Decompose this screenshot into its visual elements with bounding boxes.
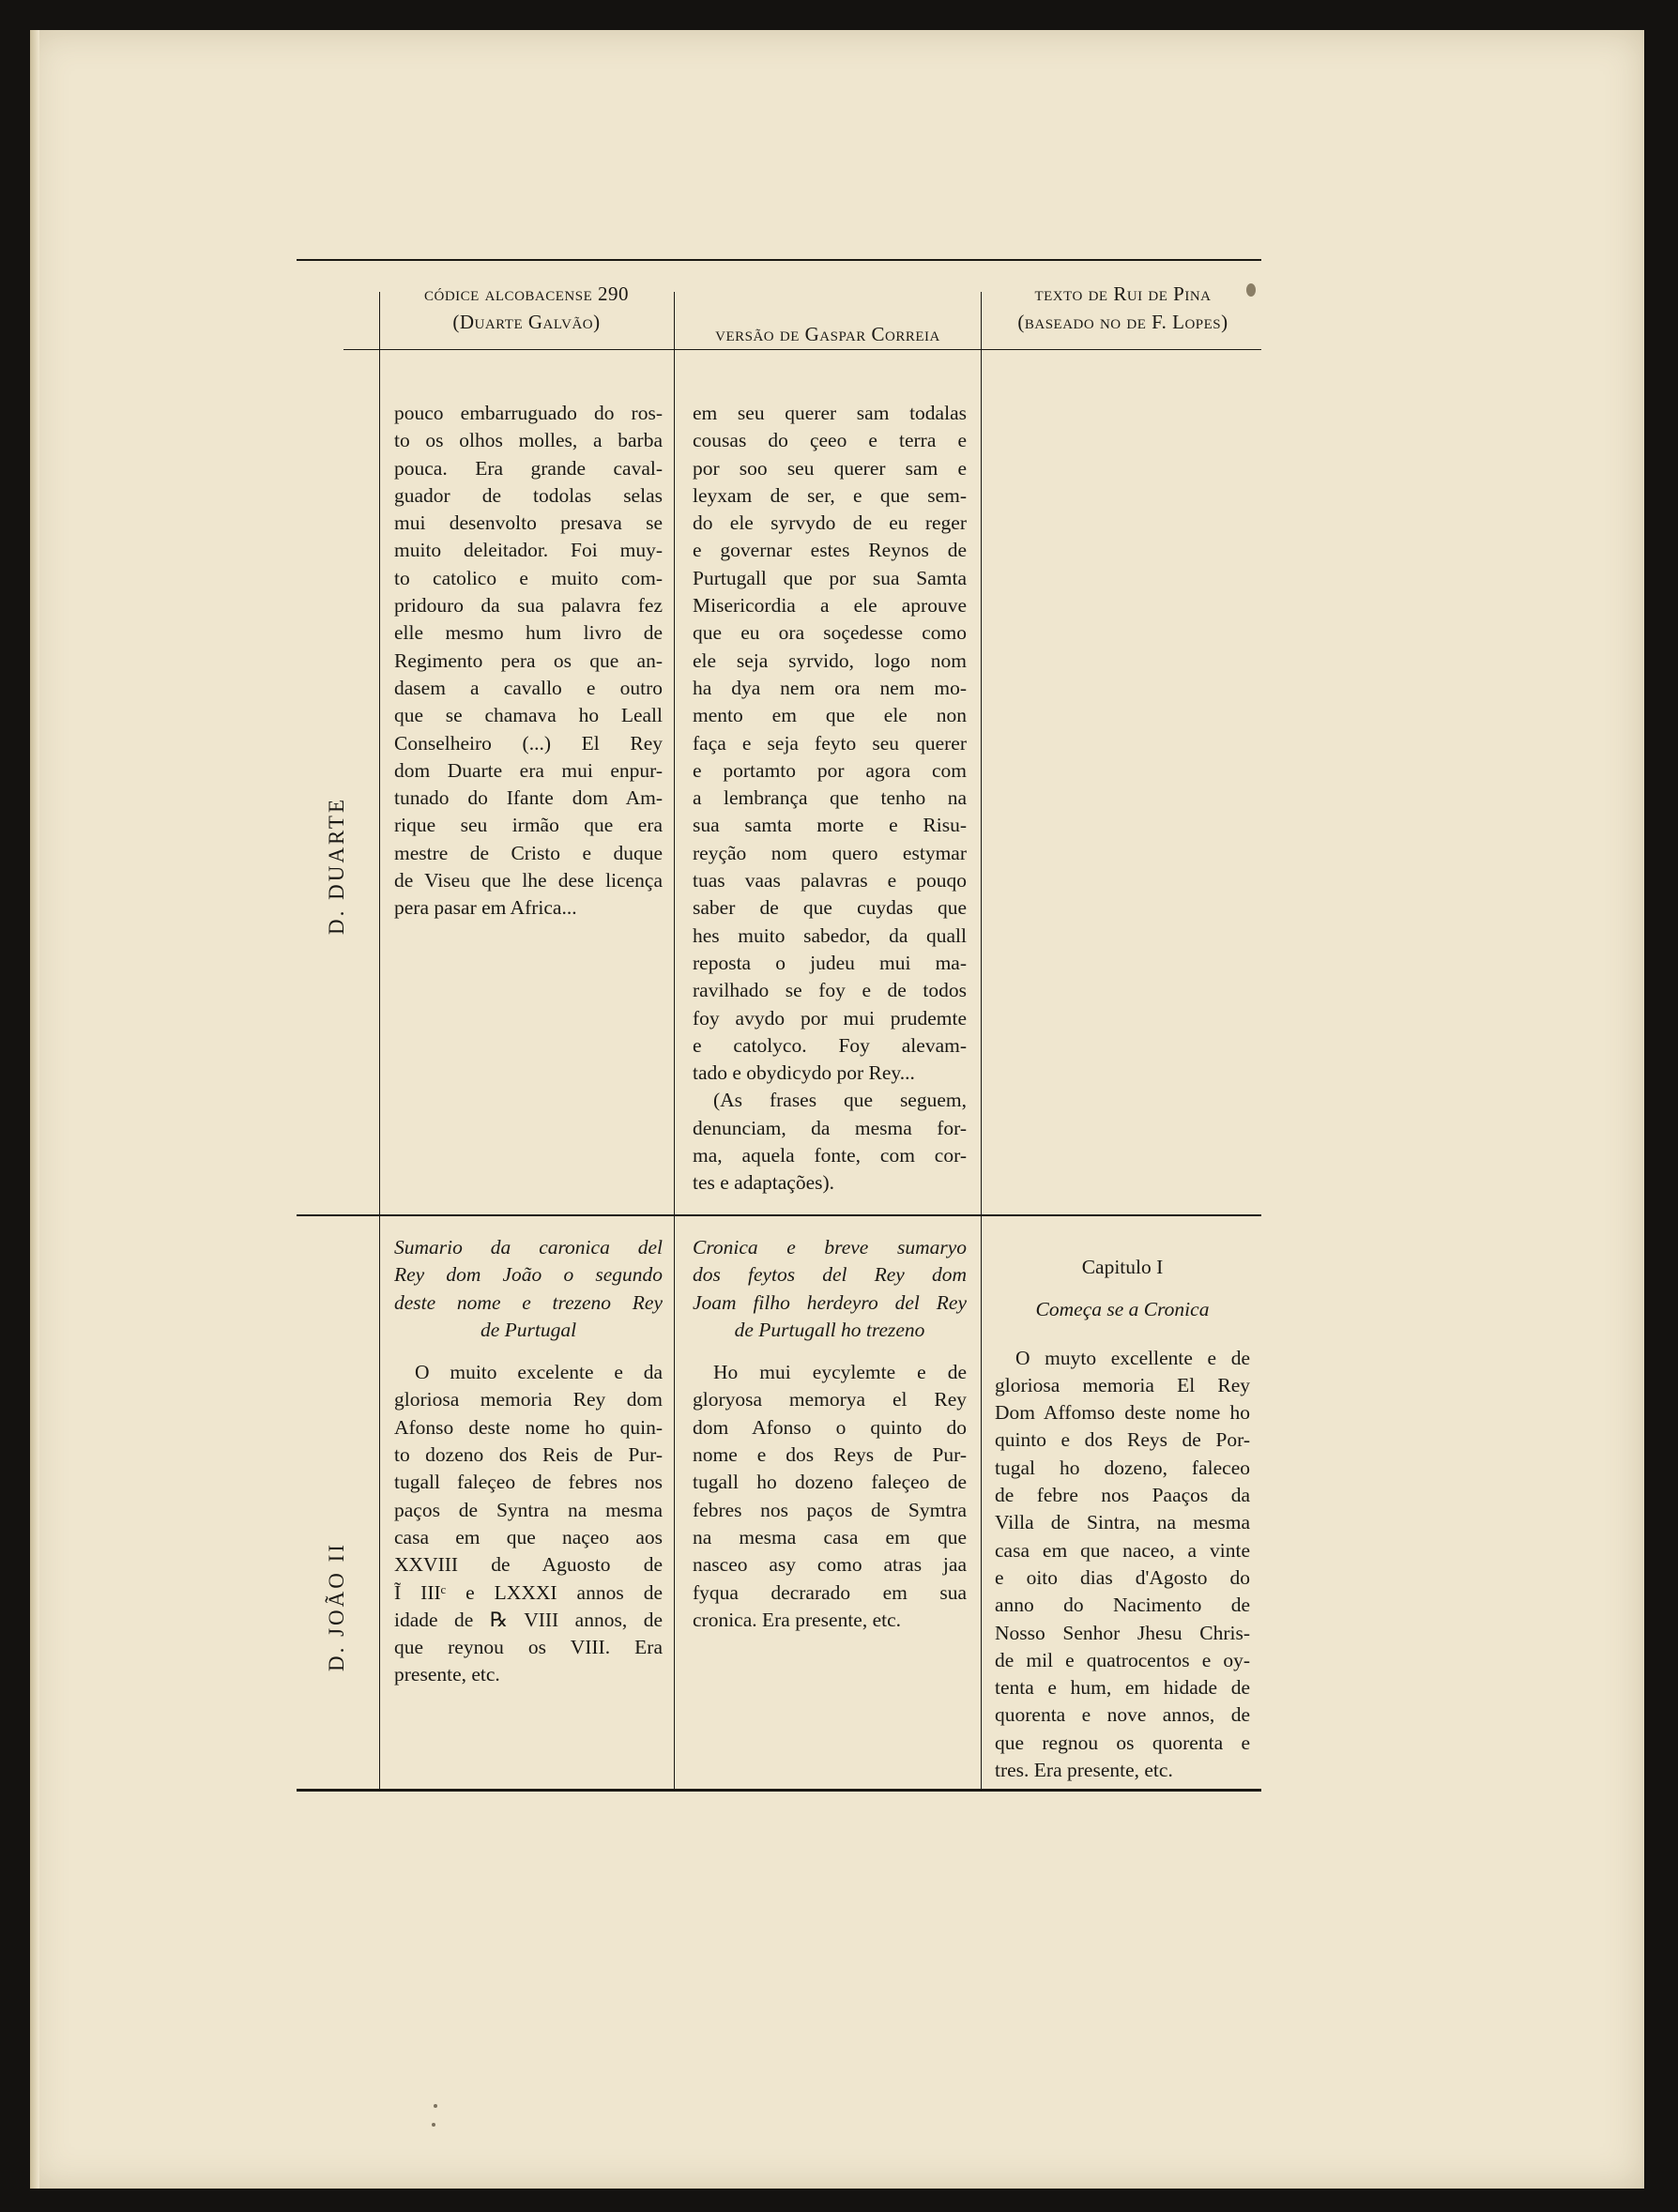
text-line: febres nos paços de Symtra xyxy=(693,1498,967,1521)
joao-gaspar-correia-text xyxy=(693,1359,967,1634)
column-header-line: (Duarte Galvão) xyxy=(452,311,601,333)
text-line: dos feytos del Rey dom xyxy=(693,1263,967,1287)
text-line: e catolyco. Foy alevam- xyxy=(693,1033,967,1057)
text-line: de Viseu que lhe dese licença xyxy=(394,869,663,892)
text-line: nome e dos Reys de Pur- xyxy=(693,1443,967,1467)
text-line: tado e obydicydo por Rey... xyxy=(693,1061,915,1085)
text-line: tugal ho dozeno, faleceo xyxy=(995,1456,1250,1479)
column-header-line: texto de Rui de Pina xyxy=(1034,282,1212,305)
column-header-alcobacense xyxy=(383,268,670,347)
text-line: anno do Nacimento de xyxy=(995,1594,1250,1617)
row-label-duarte: D. DUARTE xyxy=(325,797,348,935)
joao-gaspar-correia-column xyxy=(693,1234,967,1634)
column-header-gaspar-correia xyxy=(678,268,978,374)
text-line: ma, aquela fonte, com cor- xyxy=(693,1144,967,1167)
text-line: idade de ℞ VIII annos, de xyxy=(394,1608,663,1631)
text-line: Dom Affomso deste nome ho xyxy=(995,1401,1250,1425)
text-line: Ho mui eycylemte e de xyxy=(713,1361,967,1384)
text-line: to catolico e muito com- xyxy=(394,566,663,589)
text-line: O muyto excellente e de xyxy=(1015,1346,1250,1369)
text-line: denunciam, da mesma for- xyxy=(693,1116,967,1139)
text-line: na mesma casa em que xyxy=(693,1525,967,1548)
table-top-rule xyxy=(297,259,1261,261)
text-line: em seu querer sam todalas xyxy=(693,402,967,424)
joao-alcobacense-column xyxy=(394,1234,663,1689)
text-line: foy avydo por mui prudemte xyxy=(693,1006,967,1030)
text-line: Nosso Senhor Jhesu Chris- xyxy=(995,1621,1250,1644)
text-line: fyqua decrarado em sua xyxy=(693,1580,967,1604)
text-line: gloriosa memoria Rey dom xyxy=(394,1388,663,1411)
text-line: ele seja syrvido, logo nom xyxy=(693,648,967,672)
text-line: tres. Era presente, etc. xyxy=(995,1759,1173,1782)
column-header-line: versão de Gaspar Correia xyxy=(715,323,940,345)
text-line: faça e seja feyto seu querer xyxy=(693,731,967,755)
text-line: tes e adaptações). xyxy=(693,1171,835,1195)
text-line: dasem a cavallo e outro xyxy=(394,676,663,699)
column-header-rui-de-pina xyxy=(984,268,1261,347)
text-line: mento em que ele non xyxy=(693,704,967,727)
text-line: sua samta morte e Risu- xyxy=(693,814,967,837)
duarte-gaspar-correia-text xyxy=(693,400,967,1198)
text-line: que regnou os quorenta e xyxy=(995,1731,1250,1754)
text-line: XXVIII de Aguosto de xyxy=(394,1553,663,1577)
text-line: cronica. Era presente, etc. xyxy=(693,1608,902,1631)
text-line: de febre nos Paaços da xyxy=(995,1484,1250,1507)
text-line: mui desenvolto presava se xyxy=(394,511,663,535)
text-line: do ele syrvydo de eu reger xyxy=(693,511,967,535)
text-line: Ĩ IIIᶜ e LXXXI annos de xyxy=(394,1580,663,1604)
text-line: dom Duarte era mui enpur- xyxy=(394,758,663,782)
text-line: elle mesmo hum livro de xyxy=(394,621,663,645)
text-line: tuas vaas palavras e pouqo xyxy=(693,869,967,892)
text-line: mestre de Cristo e duque xyxy=(394,841,663,864)
text-line: Misericordia a ele aprouve xyxy=(693,594,967,618)
text-line: guador de todolas selas xyxy=(394,483,663,507)
joao-alcobacense-title xyxy=(394,1234,663,1344)
text-line: por soo seu querer sam e xyxy=(693,456,967,480)
text-line: reyção nom quero estymar xyxy=(693,841,967,864)
text-line: Rey dom João o segundo xyxy=(394,1263,663,1287)
duarte-alcobacense-text xyxy=(394,400,663,923)
text-line: muito deleitador. Foi muy- xyxy=(394,539,663,562)
text-line: (As frases que seguem, xyxy=(713,1089,967,1112)
text-line: quinto e dos Reys de Por- xyxy=(995,1428,1250,1452)
column-rule xyxy=(674,292,675,1790)
text-line: que eu ora soçedesse como xyxy=(693,621,967,645)
text-line: Sumario da caronica del xyxy=(394,1236,663,1259)
table-bottom-rule xyxy=(297,1789,1261,1792)
page-spine-shadow xyxy=(30,30,39,2189)
text-line: pouco embarruguado do ros- xyxy=(394,402,663,424)
text-line: de Purtugal xyxy=(480,1318,577,1341)
column-rule xyxy=(981,292,982,1790)
text-line: a lembrança que tenho na xyxy=(693,786,967,810)
text-line: e governar estes Reynos de xyxy=(693,539,967,562)
ink-speck xyxy=(434,2104,437,2108)
text-line: Cronica e breve sumaryo xyxy=(693,1236,967,1259)
text-line: reposta o judeu mui ma- xyxy=(693,951,967,974)
text-line: ravilhado se foy e de todos xyxy=(693,979,967,1002)
chapter-subtitle: Começa se a Cronica xyxy=(1035,1298,1210,1321)
text-line: deste nome e trezeno Rey xyxy=(394,1290,663,1314)
column-rule xyxy=(379,292,380,1790)
text-line: que reynou os VIII. Era xyxy=(394,1636,663,1659)
text-line: hes muito sabedor, da quall xyxy=(693,923,967,947)
text-line: paços de Syntra na mesma xyxy=(394,1498,663,1521)
text-line: Regimento pera os que an- xyxy=(394,648,663,672)
row-label-joao-ii: D. JOÃO II xyxy=(325,1542,348,1671)
text-line: e oito dias d'Agosto do xyxy=(995,1565,1250,1589)
row-divider-rule xyxy=(297,1214,1261,1216)
text-line: tunado do Ifante dom Am- xyxy=(394,786,663,810)
text-line: Joam filho herdeyro del Rey xyxy=(693,1290,967,1314)
ink-speck xyxy=(432,2123,435,2127)
text-line: Conselheiro (...) El Rey xyxy=(394,731,663,755)
column-header-line: códice alcobacense 290 xyxy=(423,282,629,305)
text-line: nasceo asy como atras jaa xyxy=(693,1553,967,1577)
column-header-line: (baseado no de F. Lopes) xyxy=(1017,311,1228,333)
text-line: leyxam de ser, e que sem- xyxy=(693,483,967,507)
text-line: quorenta e nove annos, de xyxy=(995,1703,1250,1727)
text-line: e portamto por agora com xyxy=(693,758,967,782)
text-line: pridouro da sua palavra fez xyxy=(394,594,663,618)
text-line: gloriosa memoria El Rey xyxy=(995,1373,1250,1396)
text-line: tenta e hum, em hidade de xyxy=(995,1676,1250,1700)
text-line: pera pasar em Africa... xyxy=(394,896,577,920)
text-line: gloryosa memorya el Rey xyxy=(693,1388,967,1411)
text-line: tugall ho dozeno faleçeo de xyxy=(693,1471,967,1494)
text-line: to os olhos molles, a barba xyxy=(394,429,663,452)
text-line: O muito excelente e da xyxy=(415,1361,663,1384)
text-line: que se chamava ho Leall xyxy=(394,704,663,727)
text-line: tugall faleçeo de febres nos xyxy=(394,1471,663,1494)
chapter-heading: Capitulo I xyxy=(1081,1256,1164,1278)
text-line: Afonso deste nome ho quin- xyxy=(394,1415,663,1439)
text-line: rique seu irmão que era xyxy=(394,814,663,837)
text-line: Villa de Sintra, na mesma xyxy=(995,1511,1250,1534)
text-line: ha dya nem ora nem mo- xyxy=(693,676,967,699)
joao-rui-de-pina-column xyxy=(995,1254,1250,1784)
text-line: cousas do çeeo e terra e xyxy=(693,429,967,452)
text-line: Purtugall que por sua Samta xyxy=(693,566,967,589)
text-line: presente, etc. xyxy=(394,1663,500,1686)
joao-gaspar-correia-title xyxy=(693,1234,967,1344)
text-line: dom Afonso o quinto do xyxy=(693,1415,967,1439)
text-line: casa em que naceo, a vinte xyxy=(995,1538,1250,1562)
joao-alcobacense-text xyxy=(394,1359,663,1689)
text-line: pouca. Era grande caval- xyxy=(394,456,663,480)
joao-rui-de-pina-text xyxy=(995,1345,1250,1785)
text-line: to dozeno dos Reis de Pur- xyxy=(394,1443,663,1467)
text-line: de mil e quatrocentos e oy- xyxy=(995,1648,1250,1671)
text-line: casa em que naçeo aos xyxy=(394,1525,663,1548)
text-line: de Purtugall ho trezeno xyxy=(734,1318,925,1341)
text-line: saber de que cuydas que xyxy=(693,896,967,920)
